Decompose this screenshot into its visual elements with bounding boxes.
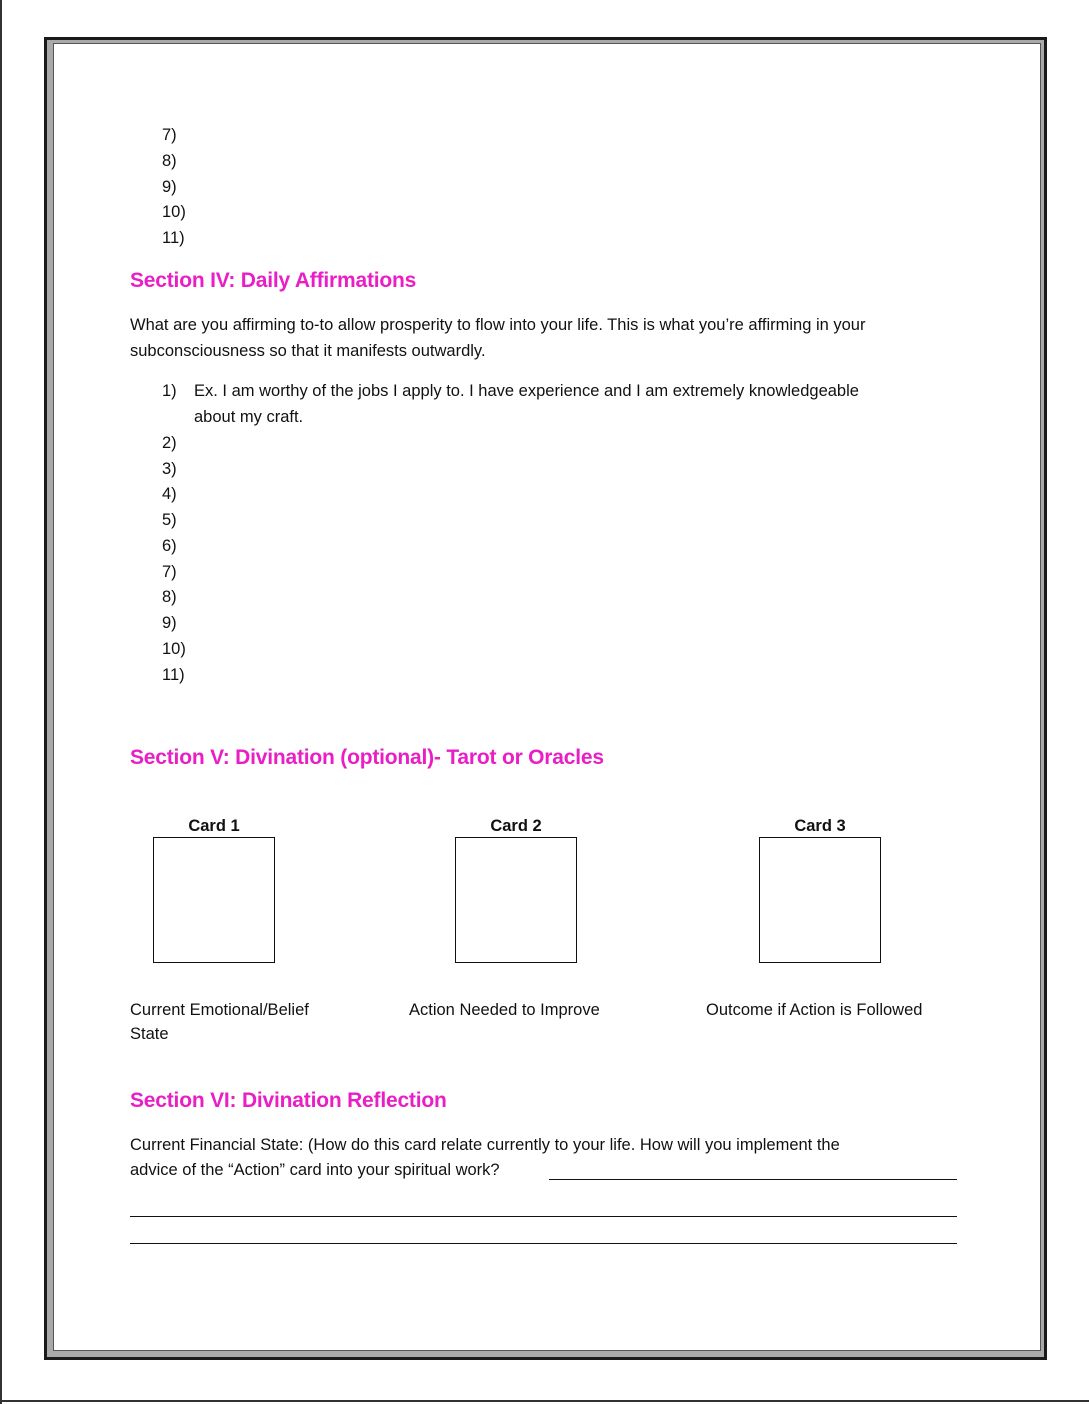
list-number: 8) xyxy=(162,152,177,170)
list-number: 11) xyxy=(162,229,185,247)
card-1-label: Card 1 xyxy=(188,817,240,835)
list-number: 4) xyxy=(162,485,177,503)
window-bottom-edge xyxy=(0,1400,1089,1402)
answer-line[interactable] xyxy=(130,1216,957,1217)
card-3-caption: Outcome if Action is Followed xyxy=(706,1001,923,1019)
list-number: 10) xyxy=(162,203,186,221)
card-2-box[interactable] xyxy=(455,837,577,963)
example-affirmation: Ex. I am worthy of the jobs I apply to. I have experience and I am extremely knowledgeable xyxy=(194,382,859,400)
list-number: 6) xyxy=(162,537,177,555)
list-number: 9) xyxy=(162,614,177,632)
example-affirmation-continued: about my craft. xyxy=(194,408,304,426)
card-2-caption: Action Needed to Improve xyxy=(409,1001,600,1019)
list-number: 3) xyxy=(162,460,177,478)
section4-intro-continued: subconsciousness so that it manifests outwardly. xyxy=(130,342,486,360)
card-1-caption: Current Emotional/Belief xyxy=(130,1001,309,1019)
list-number: 2) xyxy=(162,434,177,452)
list-number: 10) xyxy=(162,640,186,658)
section4-intro: What are you affirming to-to allow prosperity to flow into your life. This is what you’re affirming in your xyxy=(130,316,866,334)
card-2-label: Card 2 xyxy=(490,817,542,835)
reflection-prompt-continued: advice of the “Action” card into your spiritual work? xyxy=(130,1161,500,1179)
card-3-label: Card 3 xyxy=(794,817,846,835)
card-1-box[interactable] xyxy=(153,837,275,963)
list-number: 7) xyxy=(162,563,177,581)
section5-heading: Section V: Divination (optional)- Tarot or Oracles xyxy=(130,746,604,769)
answer-line[interactable] xyxy=(549,1179,957,1180)
section4-heading: Section IV: Daily Affirmations xyxy=(130,269,417,292)
list-number: 11) xyxy=(162,666,185,684)
card-3-box[interactable] xyxy=(759,837,881,963)
list-number: 7) xyxy=(162,126,177,144)
answer-line[interactable] xyxy=(130,1243,957,1244)
list-number: 1) xyxy=(162,382,177,400)
list-number: 5) xyxy=(162,511,177,529)
card-1-caption-continued: State xyxy=(130,1025,169,1043)
reflection-prompt: Current Financial State: (How do this card relate currently to your life. How will you implement the xyxy=(130,1136,840,1154)
list-number: 9) xyxy=(162,178,177,196)
window-left-edge xyxy=(0,0,2,1404)
section6-heading: Section VI: Divination Reflection xyxy=(130,1089,447,1112)
list-number: 8) xyxy=(162,588,177,606)
